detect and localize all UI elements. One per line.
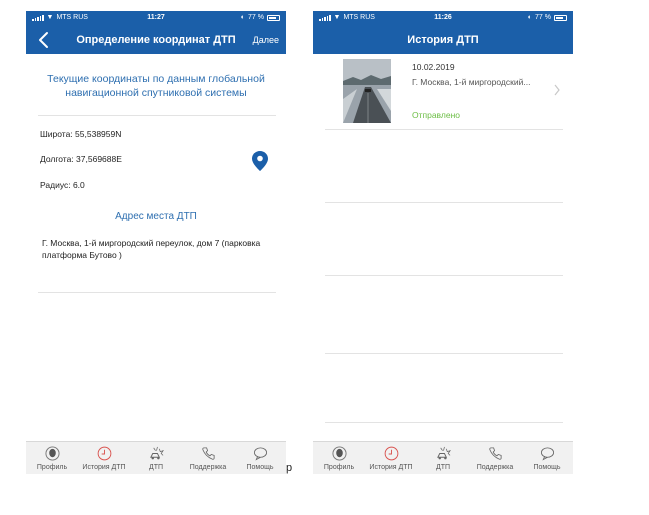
tab-label: История ДТП [82, 464, 126, 471]
item-date: 10.02.2019 [412, 62, 455, 72]
map-pin-icon[interactable] [252, 151, 268, 171]
carrier-label: MTS RUS [343, 14, 375, 21]
tab-help[interactable] [234, 442, 286, 474]
tab-label: ДТП [435, 464, 451, 471]
tab-label: Поддержка [476, 464, 514, 471]
radius-value: Радиус: 6.0 [40, 180, 85, 190]
lock-rotation-icon: ◐ [527, 14, 533, 21]
page-title: История ДТП [407, 34, 479, 46]
tab-label: Поддержка [189, 464, 227, 471]
nav-bar [26, 26, 286, 54]
chat-icon [253, 446, 268, 461]
tab-profile[interactable] [26, 442, 78, 474]
wifi-icon: ▼ [46, 14, 54, 21]
coords-screen [26, 11, 286, 474]
gps-header: Текущие координаты по данным глобальной навигационной спутниковой системы [47, 73, 265, 99]
tab-accident[interactable] [130, 442, 182, 474]
tab-accident[interactable] [417, 442, 469, 474]
tab-help[interactable] [521, 442, 573, 474]
chevron-right-icon [553, 84, 561, 96]
address-title: Адрес места ДТП [115, 211, 197, 222]
latitude-value: Широта: 55,538959N [40, 129, 122, 139]
tab-label: История ДТП [369, 464, 413, 471]
accident-icon [149, 446, 164, 461]
status-time: 11:26 [434, 14, 452, 21]
tab-label: Профиль [36, 464, 68, 471]
divider [38, 115, 276, 116]
divider [325, 275, 563, 276]
divider [325, 353, 563, 354]
battery-icon [554, 15, 567, 21]
nav-bar [313, 26, 573, 54]
divider [325, 129, 563, 130]
tab-label: Профиль [323, 464, 355, 471]
tab-label: Помощь [533, 464, 561, 471]
status-time: 11:27 [147, 14, 165, 21]
phone-icon [488, 446, 503, 461]
stray-character: р [286, 462, 293, 474]
divider [38, 292, 276, 293]
status-bar [26, 11, 286, 26]
profile-icon [332, 446, 347, 461]
tab-profile[interactable] [313, 442, 365, 474]
history-screen [313, 11, 573, 474]
accident-photo [343, 59, 391, 123]
tab-history[interactable] [78, 442, 130, 474]
battery-percent: 77 % [248, 14, 264, 21]
battery-icon [267, 15, 280, 21]
battery-percent: 77 % [535, 14, 551, 21]
profile-icon [45, 446, 60, 461]
chat-icon [540, 446, 555, 461]
wifi-icon: ▼ [333, 14, 341, 21]
tab-history[interactable] [365, 442, 417, 474]
tab-label: ДТП [148, 464, 164, 471]
tab-support[interactable] [469, 442, 521, 474]
tab-support[interactable] [182, 442, 234, 474]
page-title: Определение координат ДТП [76, 34, 236, 46]
accident-icon [436, 446, 451, 461]
clock-icon [97, 446, 112, 461]
address-text[interactable]: Г. Москва, 1-й миргородский переулок, дом 7 (парковка платформа Бутово ) [42, 238, 261, 260]
divider [325, 422, 563, 423]
longitude-value: Долгота: 37,569688E [40, 154, 122, 164]
next-button[interactable]: Далее [252, 35, 279, 45]
lock-rotation-icon: ◐ [240, 14, 246, 21]
history-item[interactable] [313, 54, 573, 129]
item-status: Отправлено [412, 110, 460, 120]
phone-icon [201, 446, 216, 461]
tab-bar [313, 441, 573, 474]
tab-label: Помощь [246, 464, 274, 471]
clock-icon [384, 446, 399, 461]
carrier-label: MTS RUS [56, 14, 88, 21]
status-bar [313, 11, 573, 26]
item-address: Г. Москва, 1-й миргородский... [412, 77, 531, 87]
tab-bar [26, 441, 286, 474]
divider [325, 202, 563, 203]
